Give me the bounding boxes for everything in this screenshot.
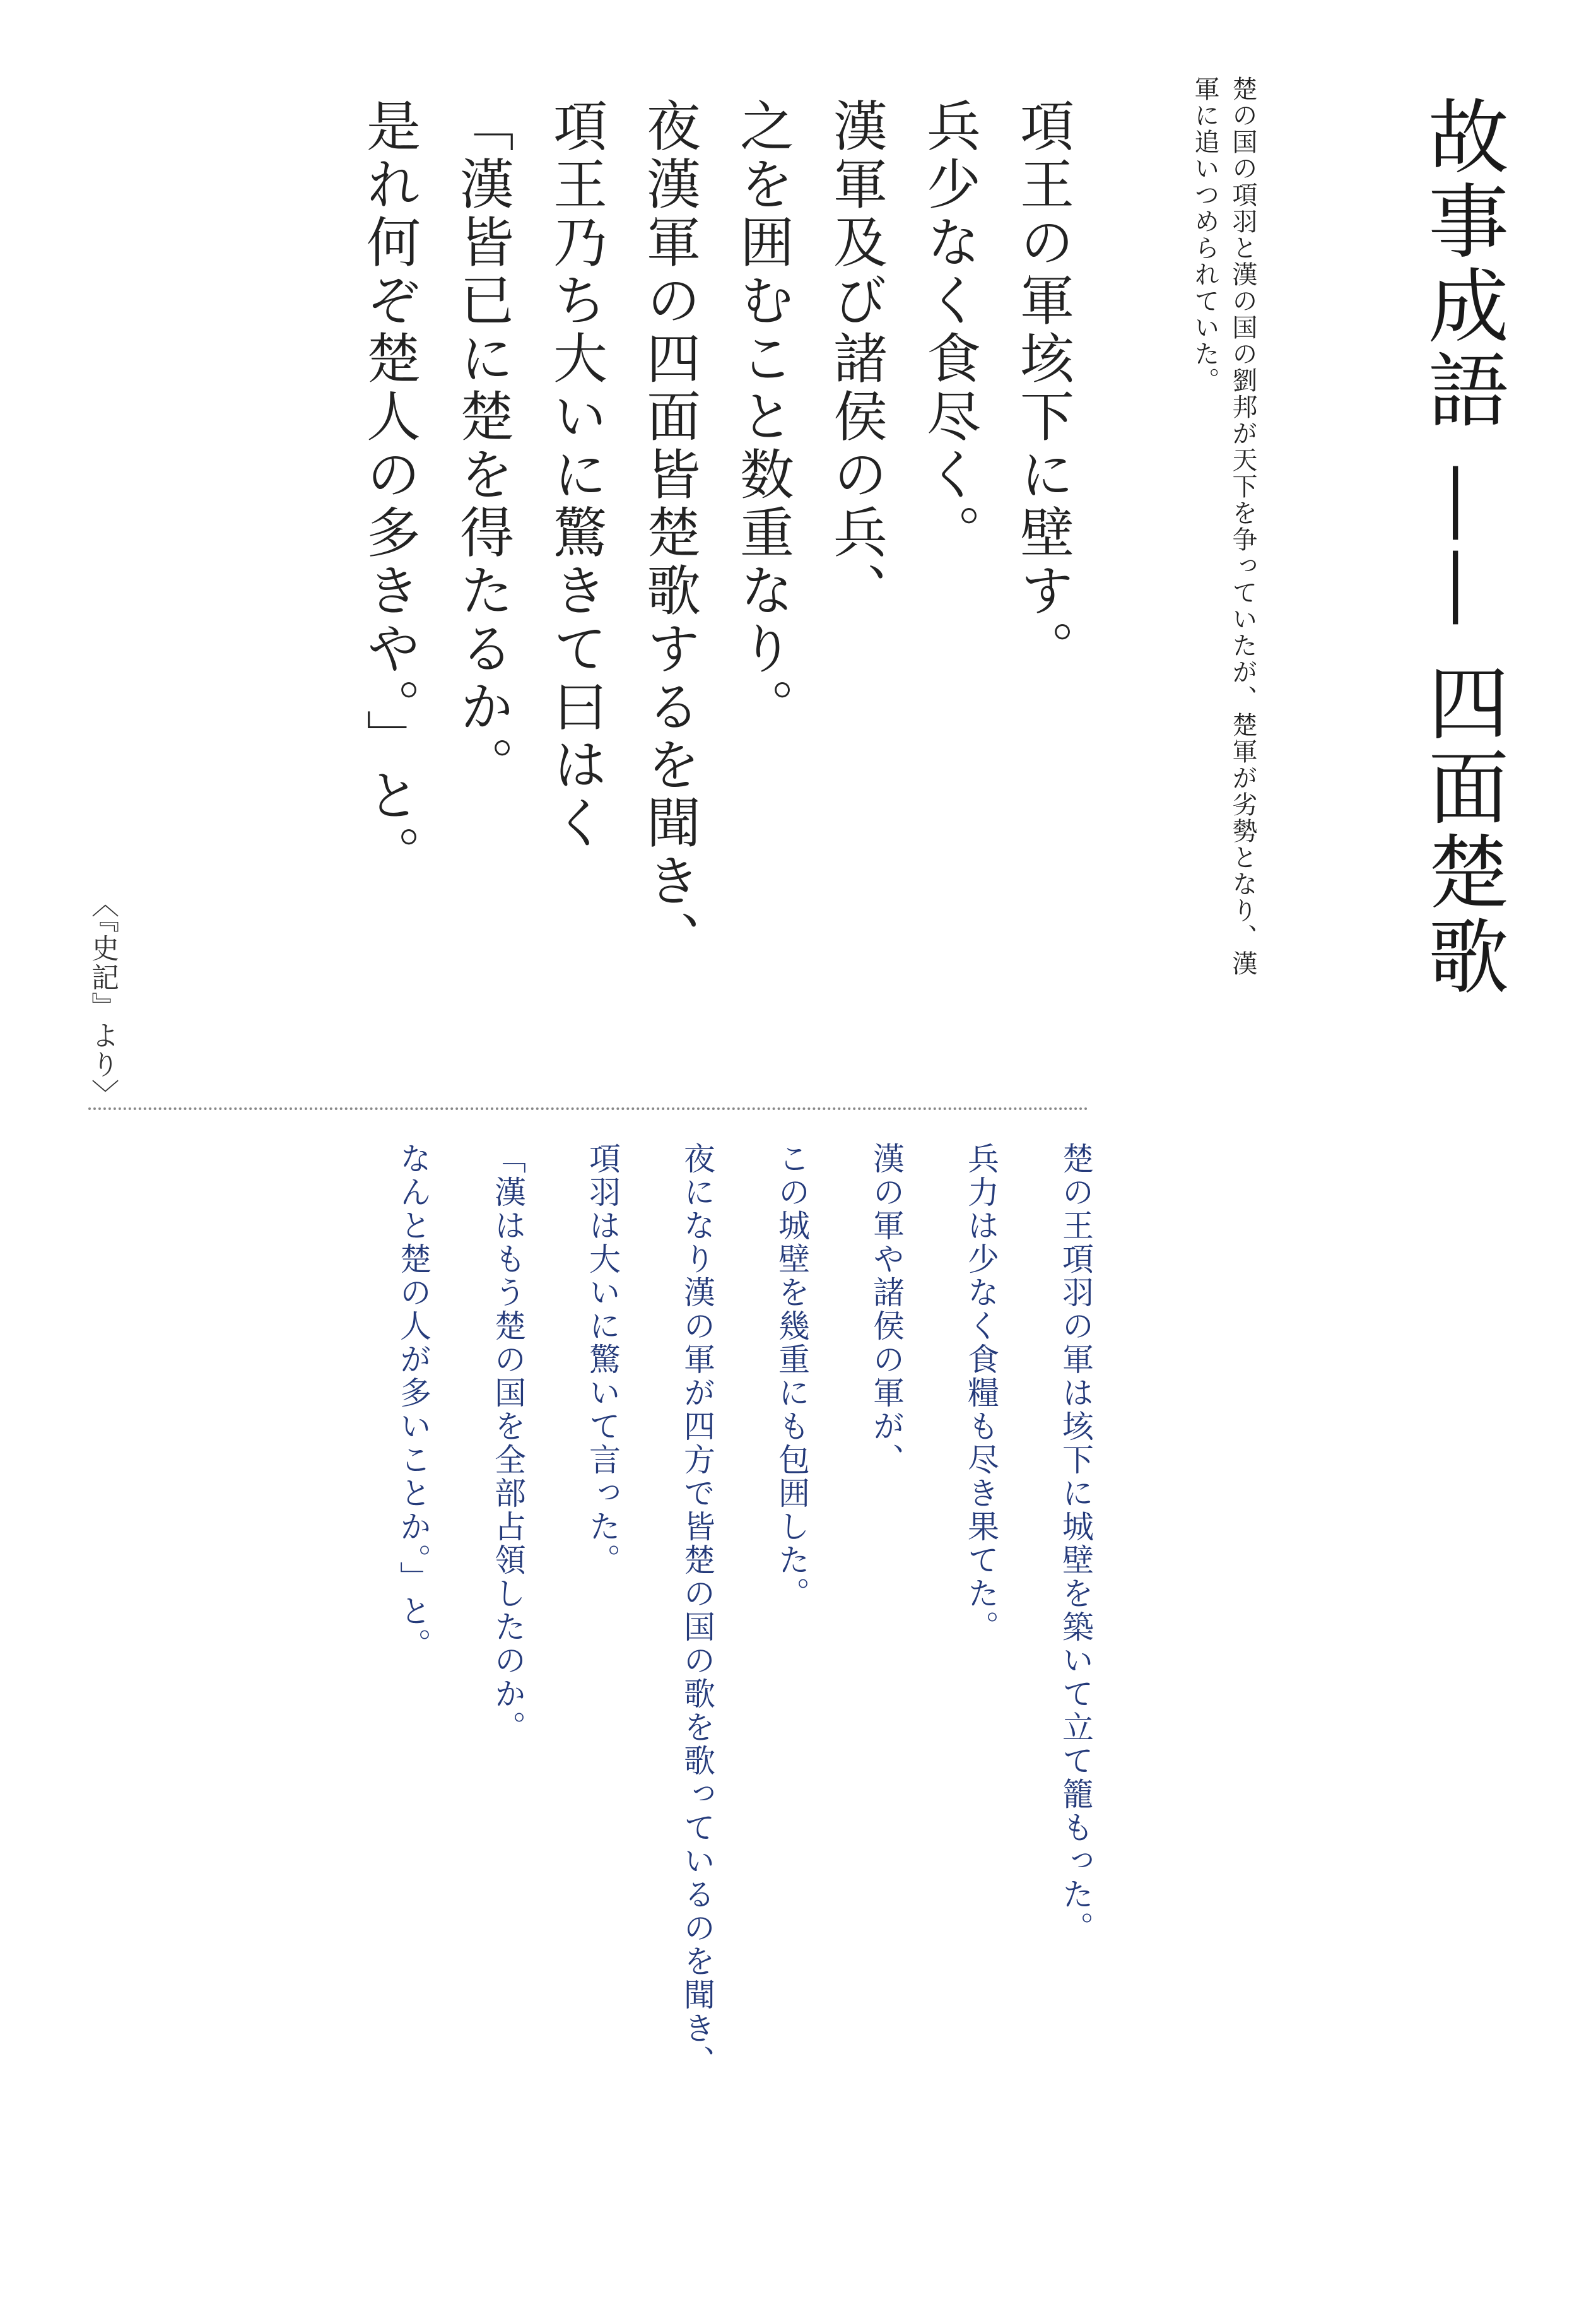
kanbun-line: 兵少なく食尽く。 <box>917 98 980 562</box>
translation-line: 項羽は大いに驚いて言った。 <box>584 1142 621 1577</box>
dotted-divider <box>88 1107 1088 1110</box>
title-dash: —— <box>1414 462 1508 632</box>
translation-text <box>334 1142 1094 2079</box>
translation-line: 兵力は少なく食糧も尽き果てた。 <box>963 1142 999 1644</box>
translation-line: 「漢はもう楚の国を全部占領したのか。 <box>490 1142 526 1744</box>
intro-line: 軍に追いつめられていた。 <box>1190 76 1219 394</box>
source-citation: 〈『史記』より〉 <box>86 890 119 1108</box>
translation-line: なんと楚の人が多いことか。」と。 <box>395 1142 431 1661</box>
kanbun-line: 項王乃ち大いに驚きて曰はく <box>544 98 607 853</box>
kanbun-line: 夜漢軍の四面皆楚歌するを聞き、 <box>637 98 700 969</box>
translation-line: 夜になり漢の軍が四方で皆楚の国の歌を歌っているのを聞き、 <box>679 1142 715 2079</box>
translation-line: この城壁を幾重にも包囲した。 <box>773 1142 810 1610</box>
translation-line: 漢の軍や諸侯の軍が、 <box>868 1142 905 1477</box>
intro-line: 楚の国の項羽と漢の国の劉邦が天下を争っていたが、楚軍が劣勢となり、漢 <box>1228 76 1257 977</box>
kanbun-line: 是れ何ぞ楚人の多きや。」と。 <box>357 98 420 883</box>
translation-line: 楚の王項羽の軍は垓下に城壁を築いて立て籠もった。 <box>1057 1142 1094 1945</box>
kanbun-line: 漢軍及び諸侯の兵、 <box>824 98 887 620</box>
kanbun-line: 「漢皆已に楚を得たるか。 <box>450 98 513 794</box>
title-main: 故事成語 <box>1414 95 1508 433</box>
kanbun-text <box>322 98 1074 969</box>
kanbun-line: 項王の軍垓下に壁す。 <box>1011 98 1074 678</box>
title-sub: 四面楚歌 <box>1414 661 1508 1000</box>
page-title <box>1414 95 1508 1000</box>
intro-text <box>1186 76 1262 1136</box>
kanbun-line: 之を囲むこと数重なり。 <box>731 98 794 736</box>
